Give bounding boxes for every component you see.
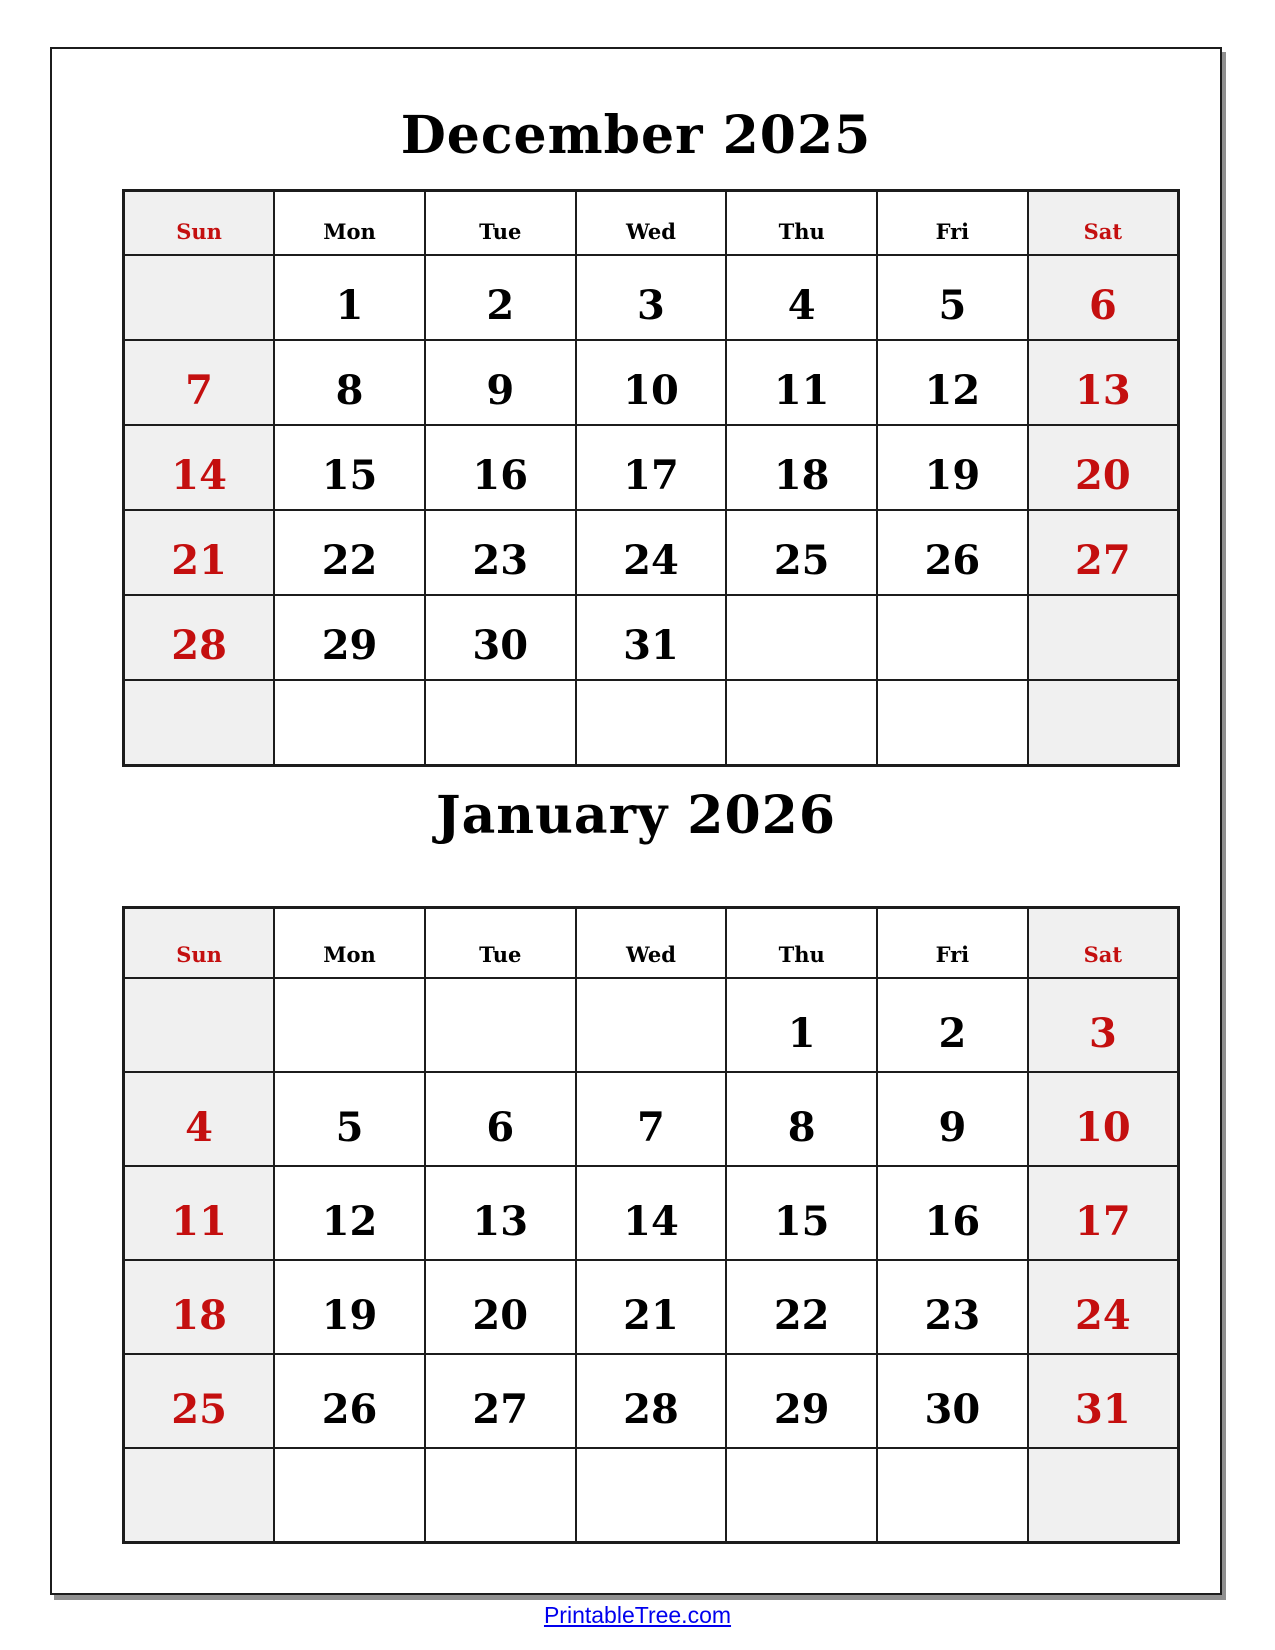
- date-cell: 30: [877, 1354, 1028, 1448]
- printabletree-link[interactable]: PrintableTree.com: [543, 1602, 732, 1628]
- month-title-january: January 2026: [435, 785, 837, 846]
- empty-date-cell: [726, 680, 877, 766]
- week-row: [124, 680, 1179, 766]
- date-cell: 14: [576, 1166, 727, 1260]
- calendar-body: [124, 255, 1179, 766]
- date-cell: 23: [877, 1260, 1028, 1354]
- date-cell: 22: [726, 1260, 877, 1354]
- date-cell: 7: [576, 1072, 727, 1166]
- date-cell: 31: [1028, 1354, 1179, 1448]
- calendar-body: [124, 978, 1179, 1543]
- date-cell: 18: [726, 425, 877, 510]
- empty-date-cell: [576, 680, 727, 766]
- date-cell: 11: [726, 340, 877, 425]
- date-cell: 13: [1028, 340, 1179, 425]
- day-header-cell-tue: Tue: [425, 191, 576, 256]
- date-cell: 10: [1028, 1072, 1179, 1166]
- empty-date-cell: [425, 1448, 576, 1543]
- date-cell: 24: [1028, 1260, 1179, 1354]
- day-header-cell-mon: Mon: [274, 191, 425, 256]
- date-cell: 1: [274, 255, 425, 340]
- date-cell: 28: [576, 1354, 727, 1448]
- date-cell: 19: [274, 1260, 425, 1354]
- date-cell: 4: [124, 1072, 275, 1166]
- date-cell: 19: [877, 425, 1028, 510]
- week-row: [124, 1072, 1179, 1166]
- empty-date-cell: [425, 978, 576, 1072]
- date-cell: 1: [726, 978, 877, 1072]
- date-cell: 29: [274, 595, 425, 680]
- month-title-december: December 2025: [400, 105, 872, 166]
- date-cell: 21: [576, 1260, 727, 1354]
- day-header-cell-sun: Sun: [124, 908, 275, 979]
- empty-date-cell: [274, 978, 425, 1072]
- date-cell: 26: [877, 510, 1028, 595]
- empty-date-cell: [1028, 595, 1179, 680]
- week-row: [124, 1448, 1179, 1543]
- date-cell: 11: [124, 1166, 275, 1260]
- empty-date-cell: [877, 680, 1028, 766]
- day-header-cell-thu: Thu: [726, 191, 877, 256]
- page-footer: [0, 1602, 1275, 1629]
- week-row: [124, 425, 1179, 510]
- empty-date-cell: [124, 680, 275, 766]
- date-cell: 23: [425, 510, 576, 595]
- week-row: [124, 510, 1179, 595]
- date-cell: 2: [877, 978, 1028, 1072]
- week-row: [124, 1354, 1179, 1448]
- empty-date-cell: [124, 978, 275, 1072]
- date-cell: 17: [1028, 1166, 1179, 1260]
- date-cell: 21: [124, 510, 275, 595]
- empty-date-cell: [576, 1448, 727, 1543]
- weekday-header-row: [124, 191, 1179, 256]
- empty-date-cell: [726, 595, 877, 680]
- day-header-cell-wed: Wed: [576, 908, 727, 979]
- date-cell: 27: [1028, 510, 1179, 595]
- date-cell: 28: [124, 595, 275, 680]
- empty-date-cell: [877, 1448, 1028, 1543]
- week-row: [124, 978, 1179, 1072]
- week-row: [124, 1260, 1179, 1354]
- date-cell: 4: [726, 255, 877, 340]
- date-cell: 14: [124, 425, 275, 510]
- day-header-cell-sun: Sun: [124, 191, 275, 256]
- empty-date-cell: [877, 595, 1028, 680]
- date-cell: 18: [124, 1260, 275, 1354]
- date-cell: 13: [425, 1166, 576, 1260]
- day-header-cell-sat: Sat: [1028, 908, 1179, 979]
- empty-date-cell: [726, 1448, 877, 1543]
- calendar-table-january: [122, 906, 1180, 1544]
- date-cell: 26: [274, 1354, 425, 1448]
- date-cell: 15: [726, 1166, 877, 1260]
- week-row: [124, 1166, 1179, 1260]
- empty-date-cell: [124, 1448, 275, 1543]
- date-cell: 10: [576, 340, 727, 425]
- date-cell: 3: [1028, 978, 1179, 1072]
- week-row: [124, 595, 1179, 680]
- weekday-header-row: [124, 908, 1179, 979]
- date-cell: 9: [425, 340, 576, 425]
- weekday-header-row: [124, 908, 1179, 979]
- date-cell: 9: [877, 1072, 1028, 1166]
- date-cell: 6: [1028, 255, 1179, 340]
- day-header-cell-tue: Tue: [425, 908, 576, 979]
- month-section-december: [52, 93, 1220, 767]
- date-cell: 27: [425, 1354, 576, 1448]
- date-cell: 30: [425, 595, 576, 680]
- date-cell: 16: [425, 425, 576, 510]
- calendar-page-frame: [50, 47, 1222, 1595]
- weekday-header-row: [124, 191, 1179, 256]
- week-row: [124, 340, 1179, 425]
- date-cell: 5: [877, 255, 1028, 340]
- day-header-cell-wed: Wed: [576, 191, 727, 256]
- empty-date-cell: [425, 680, 576, 766]
- date-cell: 3: [576, 255, 727, 340]
- calendar-table-december: [122, 189, 1180, 767]
- date-cell: 20: [425, 1260, 576, 1354]
- date-cell: 2: [425, 255, 576, 340]
- date-cell: 12: [877, 340, 1028, 425]
- day-header-cell-fri: Fri: [877, 908, 1028, 979]
- date-cell: 24: [576, 510, 727, 595]
- day-header-cell-sat: Sat: [1028, 191, 1179, 256]
- date-cell: 25: [124, 1354, 275, 1448]
- date-cell: 20: [1028, 425, 1179, 510]
- empty-date-cell: [1028, 680, 1179, 766]
- date-cell: 17: [576, 425, 727, 510]
- week-row: [124, 255, 1179, 340]
- empty-date-cell: [274, 1448, 425, 1543]
- day-header-cell-mon: Mon: [274, 908, 425, 979]
- day-header-cell-thu: Thu: [726, 908, 877, 979]
- empty-date-cell: [124, 255, 275, 340]
- date-cell: 7: [124, 340, 275, 425]
- date-cell: 6: [425, 1072, 576, 1166]
- date-cell: 12: [274, 1166, 425, 1260]
- date-cell: 8: [274, 340, 425, 425]
- date-cell: 16: [877, 1166, 1028, 1260]
- date-cell: 25: [726, 510, 877, 595]
- empty-date-cell: [576, 978, 727, 1072]
- date-cell: 22: [274, 510, 425, 595]
- empty-date-cell: [274, 680, 425, 766]
- empty-date-cell: [1028, 1448, 1179, 1543]
- date-cell: 31: [576, 595, 727, 680]
- date-cell: 5: [274, 1072, 425, 1166]
- date-cell: 29: [726, 1354, 877, 1448]
- date-cell: 15: [274, 425, 425, 510]
- month-section-january: [52, 775, 1220, 1544]
- date-cell: 8: [726, 1072, 877, 1166]
- day-header-cell-fri: Fri: [877, 191, 1028, 256]
